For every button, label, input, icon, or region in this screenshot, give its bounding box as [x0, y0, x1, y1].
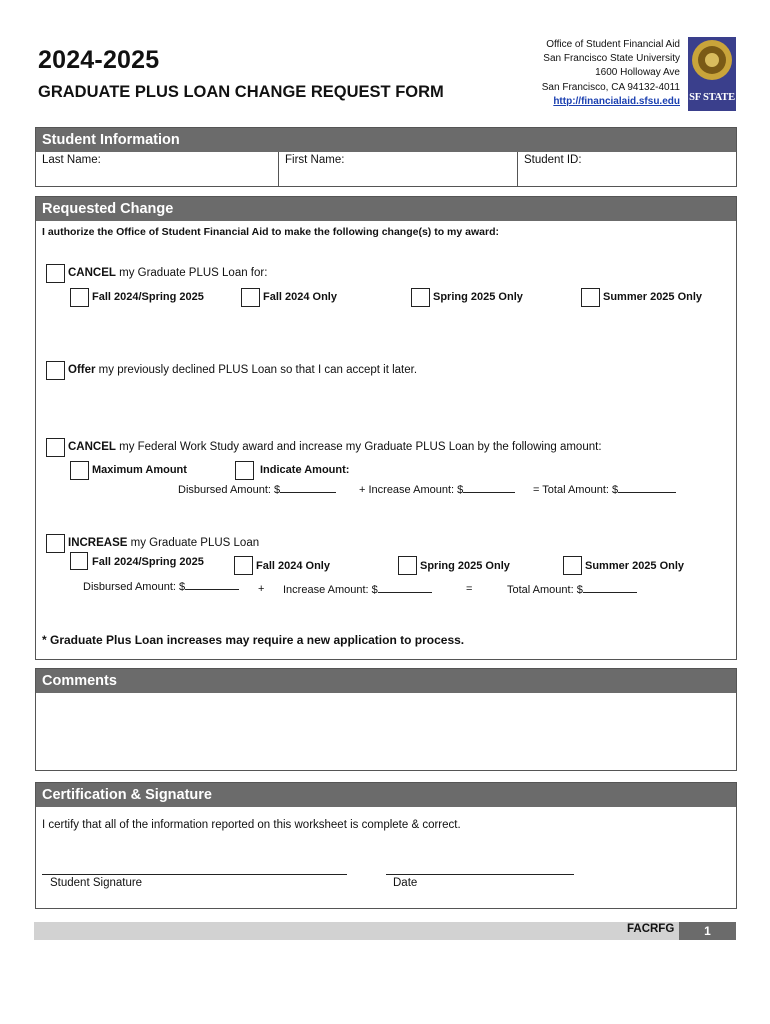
form-title: GRADUATE PLUS LOAN CHANGE REQUEST FORM: [38, 83, 444, 101]
maximum-amount-checkbox[interactable]: [70, 461, 89, 480]
first-name-field[interactable]: [279, 152, 518, 187]
sfsu-logo: [688, 37, 736, 111]
increase-label: INCREASE my Graduate PLUS Loan: [68, 537, 260, 549]
date-line[interactable]: [386, 874, 574, 875]
equals-sign: =: [466, 583, 473, 595]
requested-change-section: [35, 196, 737, 660]
indicate-amount-checkbox[interactable]: [235, 461, 254, 480]
fws-disbursed-input[interactable]: [280, 483, 336, 493]
fws-increase-input[interactable]: [463, 483, 515, 493]
increase-fall-only-checkbox[interactable]: [234, 556, 253, 575]
footer-bar: [34, 922, 736, 940]
certification-section: [35, 782, 737, 909]
form-code: FACRFG: [627, 923, 675, 935]
term-label: Fall 2024 Only: [263, 291, 337, 303]
increase-fall-spring-checkbox[interactable]: [70, 552, 88, 570]
cancel-spring-only-checkbox[interactable]: [411, 288, 430, 307]
office-line: San Francisco, CA 94132-4011: [541, 81, 680, 93]
last-name-field[interactable]: [36, 152, 279, 187]
comments-section: [35, 668, 737, 771]
offer-label: Offer my previously declined PLUS Loan so that I can accept it later.: [68, 364, 418, 376]
student-info-heading: Student Information: [36, 128, 736, 152]
comments-textarea[interactable]: [36, 695, 736, 770]
office-line: Office of Student Financial Aid: [546, 39, 680, 50]
plus-sign: +: [258, 583, 265, 595]
inc-increase-input[interactable]: [378, 583, 432, 593]
university-seal-icon: [692, 40, 732, 80]
certification-heading: Certification & Signature: [36, 783, 736, 807]
office-url-link[interactable]: http://financialaid.sfsu.edu: [553, 95, 680, 107]
cancel-fws-checkbox[interactable]: [46, 438, 65, 457]
increase-spring-only-checkbox[interactable]: [398, 556, 417, 575]
fws-total-input[interactable]: [618, 483, 676, 493]
authorize-statement: I authorize the Office of Student Financial Aid to make the following change(s) to my award:: [42, 226, 499, 238]
term-label: Spring 2025 Only: [433, 291, 523, 303]
term-label: Fall 2024 Only: [256, 560, 330, 572]
offer-checkbox[interactable]: [46, 361, 65, 380]
form-year: 2024-2025: [38, 46, 160, 74]
increase-checkbox[interactable]: [46, 534, 65, 553]
inc-increase-amount: Increase Amount: $: [283, 583, 432, 596]
term-label: Summer 2025 Only: [603, 291, 703, 303]
term-label: Summer 2025 Only: [585, 560, 685, 572]
signature-label: Student Signature: [50, 877, 143, 889]
cancel-plus-label: CANCEL my Graduate PLUS Loan for:: [68, 267, 268, 279]
cancel-fall-only-checkbox[interactable]: [241, 288, 260, 307]
increase-summer-only-checkbox[interactable]: [563, 556, 582, 575]
comments-heading: Comments: [36, 669, 736, 693]
indicate-amount-label: Indicate Amount:: [260, 464, 350, 476]
last-name-label: Last Name:: [42, 154, 101, 166]
office-line: 1600 Holloway Ave: [595, 67, 680, 79]
cancel-summer-only-checkbox[interactable]: [581, 288, 600, 307]
logo-text: SF STATE: [689, 92, 735, 103]
student-info-section: [35, 127, 737, 187]
inc-total-amount: Total Amount: $: [507, 583, 637, 596]
increase-note: * Graduate Plus Loan increases may require a new application to process.: [42, 633, 465, 647]
student-id-label: Student ID:: [524, 154, 582, 166]
date-label: Date: [393, 877, 418, 889]
fws-increase-amount: + Increase Amount: $: [359, 483, 515, 496]
term-label: Fall 2024/Spring 2025: [92, 291, 204, 303]
term-label: Fall 2024/Spring 2025: [92, 556, 204, 568]
inc-disbursed-amount: Disbursed Amount: $: [83, 580, 239, 593]
fws-total-amount: = Total Amount: $: [533, 483, 676, 496]
office-address: [542, 38, 680, 109]
signature-line[interactable]: [42, 874, 347, 875]
cancel-fall-spring-checkbox[interactable]: [70, 288, 89, 307]
fws-disbursed-amount: Disbursed Amount: $: [178, 483, 336, 496]
maximum-amount-label: Maximum Amount: [92, 464, 187, 476]
certification-statement: I certify that all of the information reported on this worksheet is complete & correct.: [42, 819, 461, 831]
student-id-field[interactable]: [518, 152, 736, 187]
cancel-fws-label: CANCEL my Federal Work Study award and increase my Graduate PLUS Loan by the following amount:: [68, 441, 602, 453]
page-number: 1: [679, 922, 736, 940]
inc-disbursed-input[interactable]: [185, 580, 239, 590]
office-line: San Francisco State University: [543, 53, 680, 65]
first-name-label: First Name:: [285, 154, 345, 166]
term-label: Spring 2025 Only: [420, 560, 510, 572]
inc-total-input[interactable]: [583, 583, 637, 593]
cancel-plus-checkbox[interactable]: [46, 264, 65, 283]
requested-change-heading: Requested Change: [36, 197, 736, 221]
